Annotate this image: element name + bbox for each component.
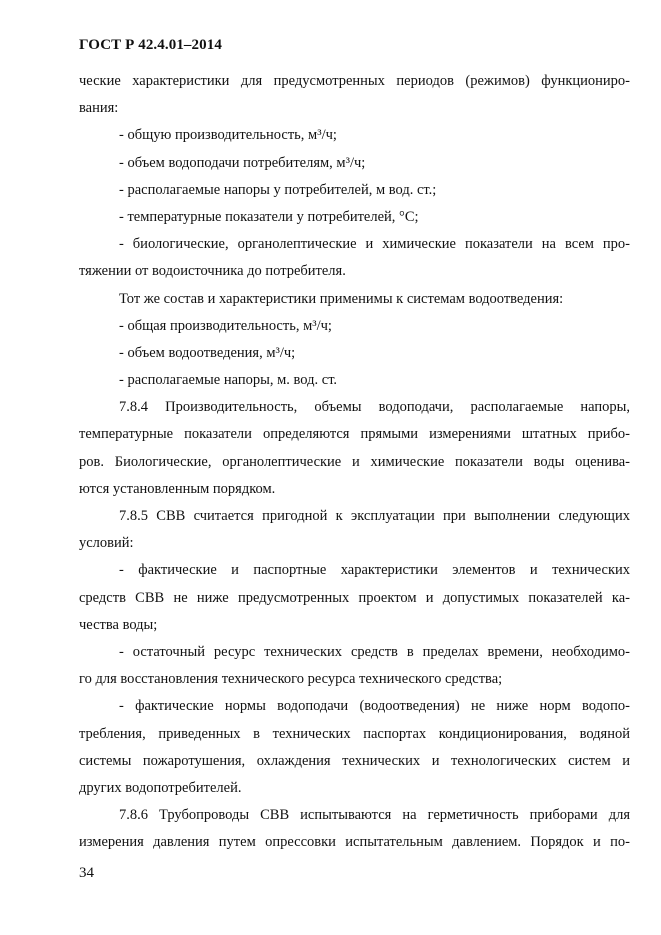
paragraph-line: Тот же состав и характеристики применимы к системам водоотведения: <box>119 290 564 307</box>
list-item: - общая производительность, м³/ч; <box>119 317 332 334</box>
section-7-8-5: 7.8.5 СВВ считается пригодной к эксплуатации при выполнении следующих <box>119 508 630 524</box>
text-line: средств СВВ не ниже предусмотренных проектом и допустимых показателей ка- <box>79 589 630 606</box>
text-line: системы пожаротушения, охлаждения технических и технологических систем и <box>79 752 630 769</box>
text-line: температурные показатели определяются прямыми измерениями штатных прибо- <box>79 426 630 443</box>
list-item: - остаточный ресурс технических средств в пределах времени, необходимо- <box>119 643 630 660</box>
text-line: го для восстановления технического ресурса технического средства; <box>79 671 503 688</box>
list-item: - температурные показатели у потребителей, °С; <box>119 208 419 225</box>
list-item: - объем водоотведения, м³/ч; <box>119 344 296 361</box>
list-item: - фактические и паспортные характеристики элементов и технических <box>119 562 630 579</box>
list-item: - объем водоподачи потребителям, м³/ч; <box>119 154 366 171</box>
text-line: требления, приведенных в технических паспортах кондиционирования, водяной <box>79 725 630 742</box>
list-item: - фактические нормы водоподачи (водоотведения) не ниже норм водопо- <box>119 698 630 715</box>
text-line: измерения давления путем опрессовки испытательным давлением. Порядок и по- <box>79 834 630 851</box>
section-7-8-6: 7.8.6 Трубопроводы СВВ испытываются на герметичность приборами для <box>119 807 630 824</box>
text-line: ческие характеристики для предусмотренных периодов (режимов) функциониро- <box>79 73 630 89</box>
text-line: вания: <box>79 100 119 117</box>
list-item: - общую производительность, м³/ч; <box>119 127 337 144</box>
text-line: чества воды; <box>79 616 158 633</box>
text-line: ров. Биологические, органолептические и химические показатели воды оценива- <box>79 453 630 470</box>
text-line: тяжении от водоисточника до потребителя. <box>79 263 346 280</box>
list-item: - располагаемые напоры, м. вод. ст. <box>119 372 338 389</box>
page-number: 34 <box>79 865 94 881</box>
text-line: условий: <box>79 535 134 552</box>
list-item: - биологические, органолептические и химические показатели на всем про- <box>119 236 630 253</box>
text-line: ются установленным порядком. <box>79 480 276 497</box>
section-7-8-4: 7.8.4 Производительность, объемы водоподачи, располагаемые напоры, <box>119 399 630 416</box>
text-line: других водопотребителей. <box>79 779 242 796</box>
list-item: - располагаемые напоры у потребителей, м вод. ст.; <box>119 181 437 198</box>
document-body <box>79 68 630 856</box>
document-header: ГОСТ Р 42.4.01–2014 <box>79 37 222 53</box>
